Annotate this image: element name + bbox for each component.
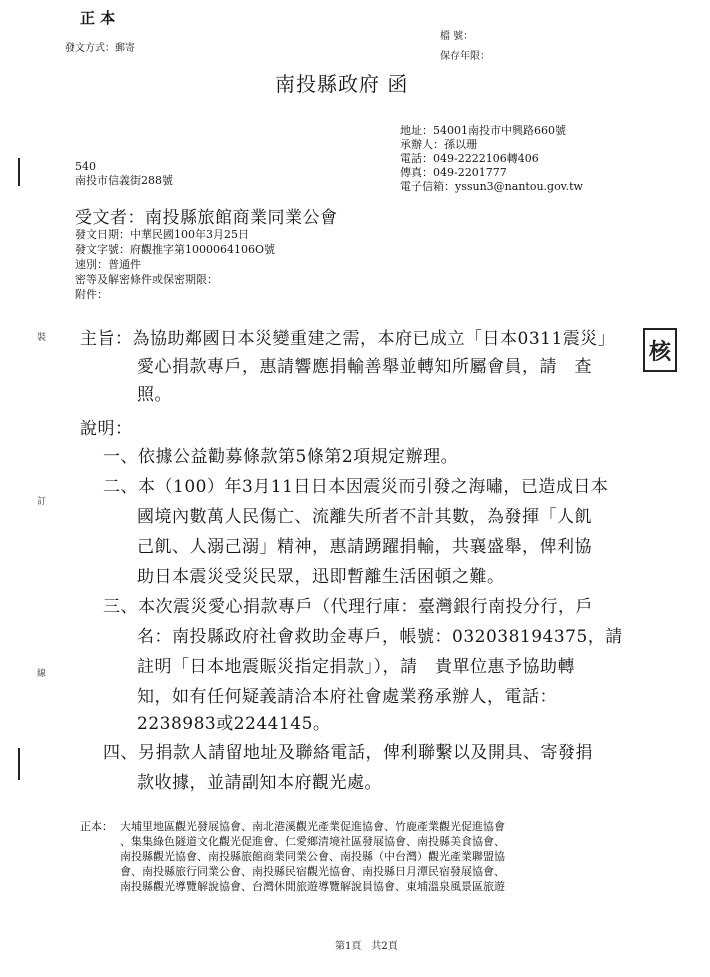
margin-mark-mid: 訂 [37, 497, 47, 507]
sender-phone: 電話：049-2222106轉406 [400, 152, 539, 165]
dispatch-date: 發文日期：中華民國100年3月25日 [75, 228, 249, 241]
margin-scan-bar-bottom [18, 748, 20, 780]
recipient-zip: 540 [75, 160, 96, 173]
explanation-heading: 說明： [80, 419, 133, 439]
item-2-line-4: 助日本震災受災民眾，迅即暫離生活困頓之難。 [137, 567, 505, 587]
file-number-label: 檔 號： [440, 31, 474, 42]
cc-line-3: 南投縣觀光協會、南投縣旅館商業同業公會、南投縣（中台灣）觀光產業聯盟協 [120, 850, 505, 863]
document-title: 南投縣政府 函 [275, 72, 409, 96]
cc-line-5: 南投縣觀光導覽解說協會、台灣休閒旅遊導覽解說員協會、東埔溫泉風景區旅遊 [120, 880, 505, 893]
item-2-line-1: 二、本（100）年3月11日日本因震災而引發之海嘯，已造成日本 [103, 477, 609, 497]
sender-contact: 承辦人：孫以珊 [400, 138, 477, 151]
cc-line-4: 會、南投縣旅行同業公會、南投縣民宿觀光協會、南投縣日月潭民宿發展協會、 [120, 865, 505, 878]
speed-level: 速別：普通件 [75, 258, 141, 271]
approval-seal [643, 328, 677, 372]
sender-fax: 傳真：049-2201777 [400, 166, 507, 179]
item-3-line-3: 註明「日本地震賑災指定捐款」），請 貴單位惠予協助轉 [137, 657, 575, 677]
item-2-line-2: 國境內數萬人民傷亡、流離失所者不計其數，為發揮「人飢 [137, 507, 592, 527]
secrecy-level: 密等及解密條件或保密期限： [75, 273, 218, 286]
recipient-street: 南投市信義街288號 [75, 174, 173, 187]
sender-email: 電子信箱：yssun3@nantou.gov.tw [400, 180, 583, 193]
margin-scan-bar-top [18, 158, 20, 186]
attachment-label: 附件： [75, 288, 108, 301]
seal-character: 核 [648, 338, 671, 365]
subject-line-1: 主旨：為協助鄰國日本災變重建之需，本府已成立「日本0311震災」 [80, 329, 616, 349]
item-4-line-2: 款收據，並請副知本府觀光處。 [137, 773, 382, 793]
item-3-line-2: 名：南投縣政府社會救助金專戶，帳號：032038194375，請 [137, 627, 623, 647]
item-1-line-1: 一、依據公益勸募條款第5條第2項規定辦理。 [103, 447, 459, 467]
item-4-line-1: 四、另捐款人請留地址及聯絡電話，俾利聯繫以及開具、寄發捐 [103, 743, 593, 763]
subject-line-2: 愛心捐款專戶，惠請響應捐輸善舉並轉知所屬會員，請 查 [137, 357, 592, 377]
item-2-line-3: 己飢、人溺己溺」精神，惠請踴躍捐輸，共襄盛舉，俾利協 [137, 537, 592, 557]
cc-line-1: 大埔里地區觀光發展協會、南北港溪觀光產業促進協會、竹鹿產業觀光促進協會 [120, 820, 505, 833]
cc-label: 正本： [80, 820, 113, 833]
item-3-line-1: 三、本次震災愛心捐款專戶（代理行庫：臺灣銀行南投分行，戶 [103, 597, 593, 617]
subject-line-3: 照。 [137, 385, 172, 405]
sender-address: 地址：54001南投市中興路660號 [400, 124, 566, 137]
margin-mark-bottom: 線 [37, 669, 47, 679]
margin-mark-top: 裝 [37, 333, 47, 343]
page-number: 第1頁 共2頁 [335, 941, 398, 952]
retention-label: 保存年限： [440, 51, 490, 62]
copy-type-label: 正 本 [80, 9, 116, 27]
item-3-line-5: 2238983或2244145。 [137, 714, 331, 734]
dispatch-method: 發文方式：郵寄 [65, 43, 135, 54]
document-number: 發文字號：府觀推字第1000064106O號 [75, 243, 276, 256]
recipient: 受文者：南投縣旅館商業同業公會 [75, 208, 338, 228]
item-3-line-4: 知，如有任何疑義請洽本府社會處業務承辦人，電話： [137, 687, 557, 707]
cc-line-2: 、集集綠色隧道文化觀光促進會、仁愛鄉清境社區發展協會、南投縣美食協會、 [120, 835, 505, 848]
